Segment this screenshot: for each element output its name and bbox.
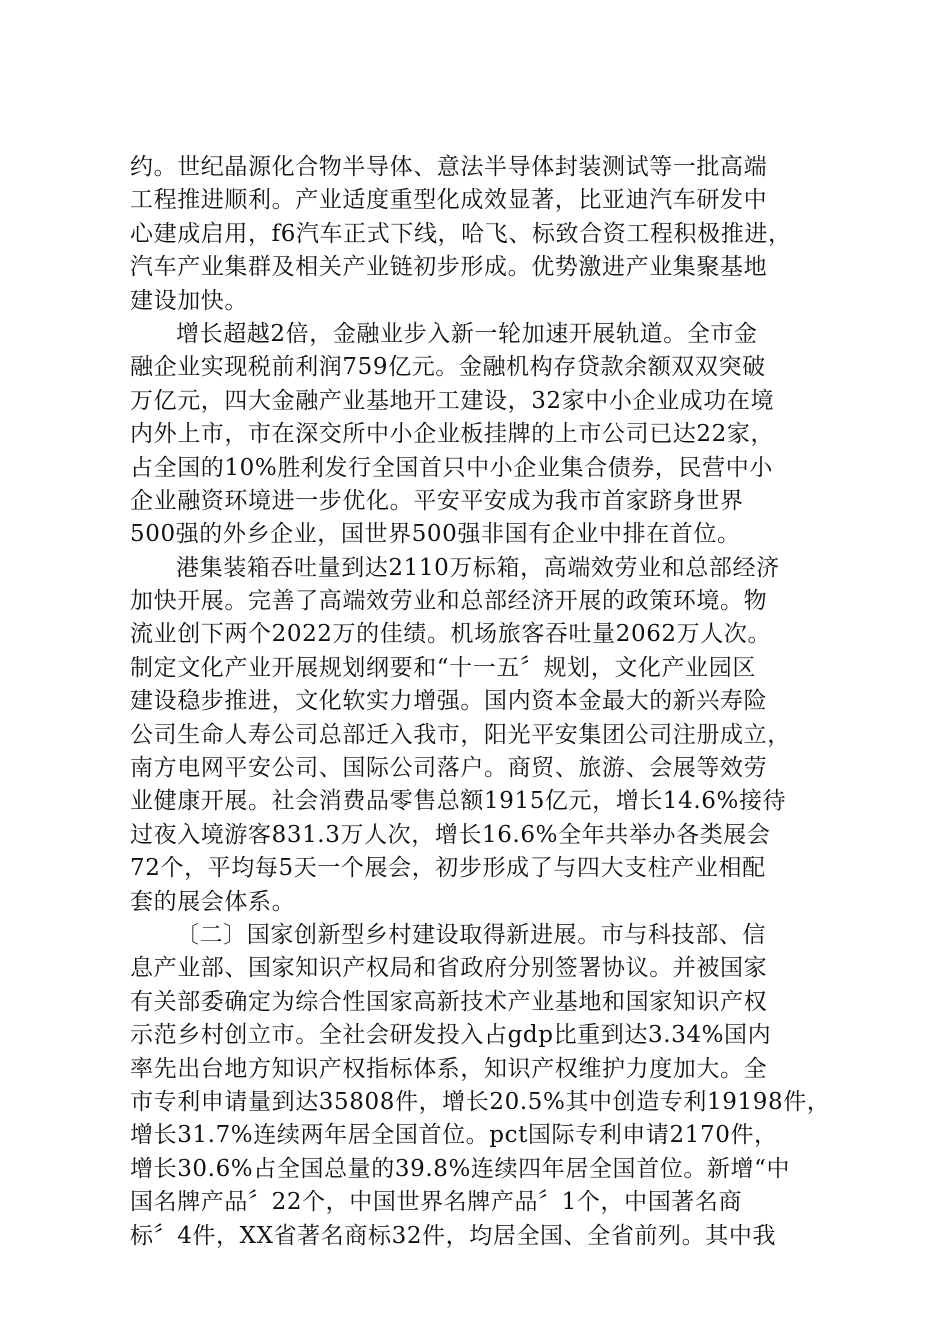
text-line: 占全国的10%胜利发行全国首只中小企业集合债券，民营中小 <box>130 454 773 481</box>
text-line: 内外上市，市在深交所中小企业板挂牌的上市公司已达22家， <box>130 421 775 448</box>
paragraph-first-line: 港集装箱吞吐量到达2110万标箱，高端效劳业和总部经济 <box>176 554 780 581</box>
text-line: 加快开展。完善了高端效劳业和总部经济开展的政策环境。物 <box>130 588 768 615</box>
text-line: 息产业部、国家知识产权局和省政府分别签署协议。并被国家 <box>130 955 768 982</box>
text-line: 过夜入境游客831.3万人次，增长16.6%全年共举办各类展会 <box>130 821 771 848</box>
text-line: 率先出台地方知识产权指标体系，知识产权维护力度加大。全 <box>130 1055 768 1082</box>
text-line: 标〞4件，XX省著名商标32件，均居全国、全省前列。其中我 <box>130 1222 777 1249</box>
text-line: 万亿元，四大金融产业基地开工建设，32家中小企业成功在境 <box>130 387 775 414</box>
text-line: 增长31.7%连续两年居全国首位。pct国际专利申请2170件， <box>130 1122 778 1149</box>
paragraph-first-line: 〔二〕国家创新型乡村建设取得新进展。市与科技部、信 <box>176 921 766 948</box>
text-line: 建设稳步推进，文化软实力增强。国内资本金最大的新兴寿险 <box>130 688 768 715</box>
text-line: 流业创下两个2022万的佳绩。机场旅客吞吐量2062万人次。 <box>130 621 772 648</box>
text-line: 融企业实现税前利润759亿元。金融机构存贷款余额双双突破 <box>130 354 766 381</box>
text-line: 工程推进顺利。产业适度重型化成效显著，比亚迪汽车研发中 <box>130 187 768 214</box>
text-line: 公司生命人寿公司总部迁入我市，阳光平安集团公司注册成立， <box>130 721 791 748</box>
text-line: 约。世纪晶源化合物半导体、意法半导体封装测试等一批高端 <box>130 154 768 180</box>
text-line: 建设加快。 <box>130 287 248 314</box>
text-line: 500强的外乡企业，国世界500强非国有企业中排在首位。 <box>130 521 741 548</box>
text-line: 套的展会体系。 <box>130 888 296 915</box>
text-line: 增长30.6%占全国总量的39.8%连续四年居全国首位。新增“中 <box>130 1155 791 1182</box>
body-text <box>130 151 830 1253</box>
text-line: 示范乡村创立市。全社会研发投入占gdp比重到达3.34%国内 <box>130 1022 772 1049</box>
text-line: 企业融资环境进一步优化。平安平安成为我市首家跻身世界 <box>130 487 744 514</box>
text-line: 72个，平均每5天一个展会，初步形成了与四大支柱产业相配 <box>130 855 766 882</box>
text-line: 心建成启用，f6汽车正式下线，哈飞、标致合资工程积极推进， <box>130 220 792 247</box>
text-line: 国名牌产品〞22个，中国世界名牌产品〞1个，中国著名商 <box>130 1189 743 1216</box>
text-line: 市专利申请量到达35808件，增长20.5%其中创造专利19198件， <box>130 1088 831 1115</box>
paragraph-first-line: 增长超越2倍，金融业步入新一轮加速开展轨道。全市金 <box>176 320 758 347</box>
text-line: 汽车产业集群及相关产业链初步形成。优势激进产业集聚基地 <box>130 254 768 281</box>
text-line: 南方电网平安公司、国际公司落户。商贸、旅游、会展等效劳 <box>130 755 768 782</box>
text-line: 制定文化产业开展规划纲要和“十一五〞规划，文化产业园区 <box>130 654 756 681</box>
text-line: 有关部委确定为综合性国家高新技术产业基地和国家知识产权 <box>130 988 768 1015</box>
text-line: 业健康开展。社会消费品零售总额1915亿元，增长14.6%接待 <box>130 788 787 815</box>
